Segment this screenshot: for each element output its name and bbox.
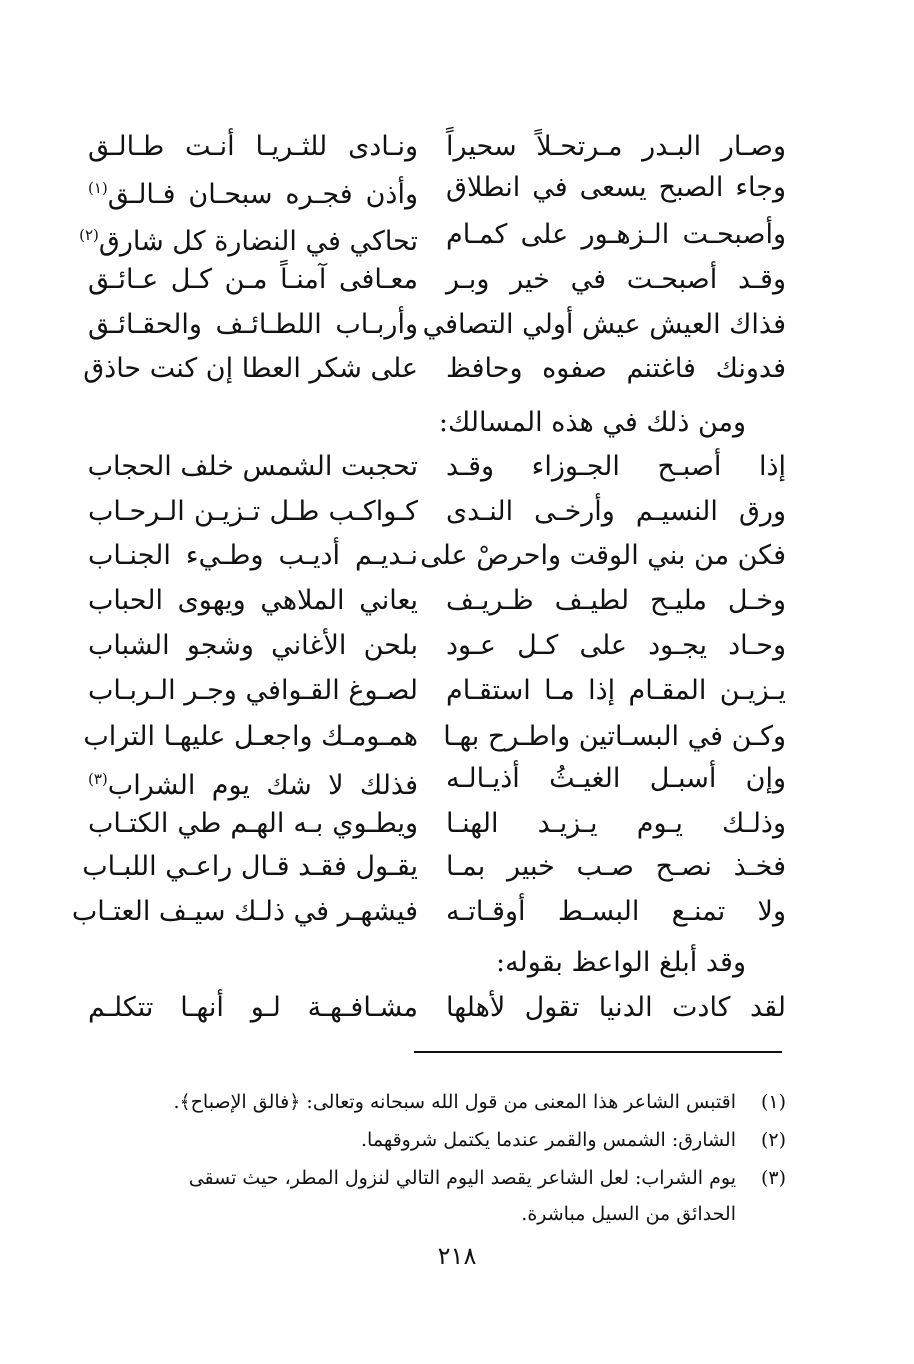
footnote-text: الشارق: الشمس والقمر عندما يكتمل شروقهما. [361, 1129, 736, 1151]
verse-left [88, 758, 418, 800]
verse-text: تحاكي في النضارة كل شارق [98, 226, 418, 257]
verse-right: لقد كادت الدنيا تقول لأهلها [446, 992, 786, 1023]
footnote [116, 1084, 786, 1120]
verse-left: وأربـاب اللطـائـف والحقـائـق [88, 309, 418, 340]
verse-right: يـزيـن المقـام إذا مـا استقـام [446, 675, 786, 706]
verse-left: مشـافـهـة لـو أنهـا تتكلـم [88, 992, 418, 1023]
footnote-divider [414, 1051, 782, 1053]
verse-left [88, 167, 418, 209]
verse-right: وقـد أصبحـت في خير وبـر [446, 264, 786, 295]
verse-left: همـومـك واجعـل عليهـا التراب [83, 721, 418, 752]
footnote [116, 1160, 786, 1232]
footnote-text-continued: الحدائق من السيل مباشرة. [521, 1203, 736, 1225]
verse-left: على شكر العطا إن كنت حاذق [83, 353, 418, 384]
verse-left [79, 214, 418, 257]
verse-right: وحـاد يجـود على كـل عـود [446, 630, 786, 661]
verse-left: ويطـوي بـه الهـم طي الكتـاب [88, 808, 418, 839]
footnote [116, 1122, 786, 1158]
verse-right: ولا تمنـع البسـط أوقـاتـه [446, 896, 786, 927]
verse-right: فكن من بني الوقت واحرصْ على [420, 540, 786, 571]
verse-right: إذا أصبـح الجـوزاء وقـد [446, 451, 786, 482]
verse-right: فخـذ نصـح صـب خبير بمـا [446, 851, 786, 882]
verse-left: بلحن الأغاني وشجو الشباب [88, 630, 418, 661]
footnote-marker: (١) [88, 179, 108, 197]
footnote-number: (٣) [760, 1167, 786, 1189]
verse-left: تحجبت الشمس خلف الحجاب [87, 451, 418, 482]
verse-left: يقـول فقـد قـال راعـي اللبـاب [82, 851, 418, 882]
verse-left: لصـوغ القـوافي وجـر الـربـاب [88, 675, 418, 706]
footnote-text: اقتبس الشاعر هذا المعنى من قول الله سبحانه وتعالى: ﴿فالق الإصباح﴾. [173, 1091, 736, 1113]
verse-text: وأذن فجـره سبحـان فـالـق [107, 179, 418, 210]
verse-right: فذاك العيش عيش أولي التصافي [422, 309, 786, 340]
footnote-text: يوم الشراب: لعل الشاعر يقصد اليوم التالي لنزول المطر، حيث تسقى [188, 1167, 736, 1189]
footnote-number: (٢) [760, 1129, 786, 1151]
footnote-number: (١) [760, 1091, 786, 1113]
verse-left: يعاني الملاهي ويهوى الحباب [88, 585, 418, 616]
verse-right: وأصبحـت الـزهـور على كمـام [446, 219, 786, 250]
verse-left: معـافى آمنـاً مـن كـل عـائـق [88, 264, 418, 295]
verse-right: وجاء الصبح يسعى في انطلاق [446, 172, 786, 203]
verse-left: كـواكـب طـل تـزيـن الـرحـاب [88, 496, 418, 527]
verse-right: وخـل مليـح لطيـف ظـريـف [446, 585, 786, 616]
verse-left: فيشهـر في ذلـك سيـف العتـاب [71, 896, 418, 927]
verse-right: وكـن في البسـاتين واطـرح بهـا [443, 721, 786, 752]
page-number: ٢١٨ [437, 1242, 477, 1270]
verse-right: فدونك فاغتنم صفوه وحافظ [446, 353, 786, 384]
verse-left: نـديـم أديـب وطـيء الجنـاب [88, 540, 418, 571]
intro-line: وقد أبلغ الواعظ بقوله: [495, 947, 746, 978]
verse-left: ونـادى للثـريـا أنـت طـالـق [88, 131, 418, 162]
verse-text: فذلك لا شك يوم الشراب [107, 770, 418, 801]
footnote-marker: (٢) [79, 226, 99, 244]
verse-right: وذلـك يـوم يـزيـد الهنـا [446, 808, 786, 839]
verse-right: وصـار البـدر مـرتحـلاً سحيراً [446, 131, 786, 162]
verse-right: ورق النسيـم وأرخـى النـدى [446, 496, 786, 527]
footnote-marker: (٣) [88, 770, 108, 788]
intro-line: ومن ذلك في هذه المسالك: [438, 407, 746, 438]
verse-right: وإن أسبـل الغيـثُ أذيـالـه [446, 763, 786, 794]
